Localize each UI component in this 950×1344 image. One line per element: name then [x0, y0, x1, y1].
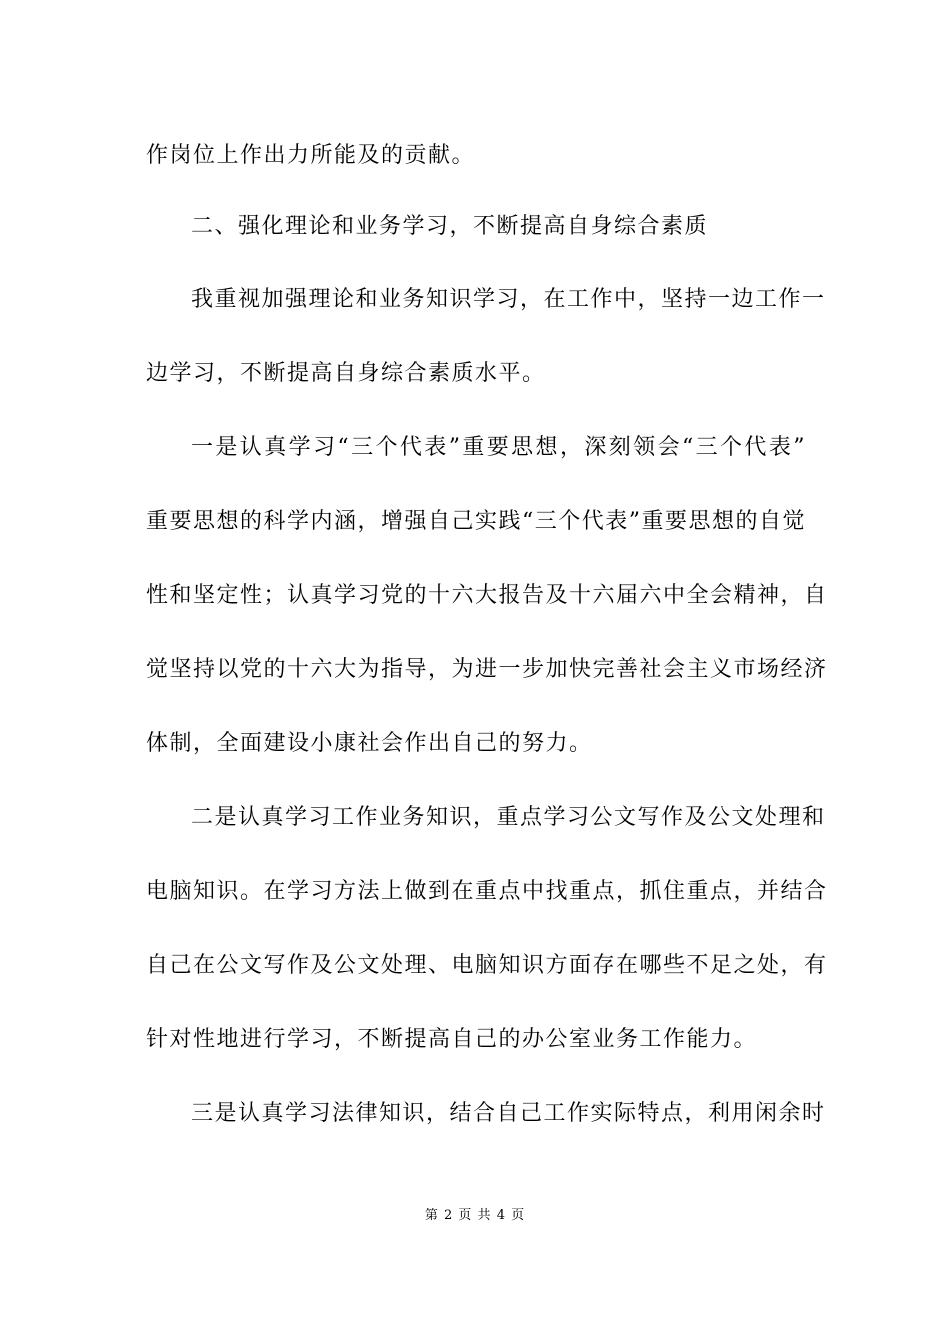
text-line: 作岗位上作出力所能及的贡献。	[146, 143, 476, 168]
text-line: 二是认真学习工作业务知识，重点学习公文写作及公文处理和	[191, 805, 826, 830]
section-heading: 二、强化理论和业务学习，不断提高自身综合素质	[191, 214, 709, 239]
text-line: 我重视加强理论和业务知识学习，在工作中，坚持一边工作一	[191, 287, 826, 312]
text-line: 重要思想的科学内涵，增强自己实践“三个代表”重要思想的自觉	[146, 509, 806, 534]
text-line: 觉坚持以党的十六大为指导，为进一步加快完善社会主义市场经济	[146, 657, 828, 682]
text-line: 性和坚定性；认真学习党的十六大报告及十六届六中全会精神，自	[146, 583, 828, 608]
text-line: 针对性地进行学习，不断提高自己的办公室业务工作能力。	[146, 1027, 758, 1052]
text-line: 三是认真学习法律知识，结合自己工作实际特点，利用闲余时	[191, 1101, 826, 1126]
text-line: 一是认真学习“三个代表”重要思想，深刻领会“三个代表”	[191, 435, 806, 460]
text-line: 体制，全面建设小康社会作出自己的努力。	[146, 731, 593, 756]
text-line: 自己在公文写作及公文处理、电脑知识方面存在哪些不足之处，有	[146, 953, 828, 978]
text-line: 边学习，不断提高自身综合素质水平。	[146, 361, 546, 386]
text-line: 电脑知识。在学习方法上做到在重点中找重点，抓住重点，并结合	[146, 879, 828, 904]
page-number-footer: 第 2 页 共 4 页	[424, 1208, 526, 1223]
